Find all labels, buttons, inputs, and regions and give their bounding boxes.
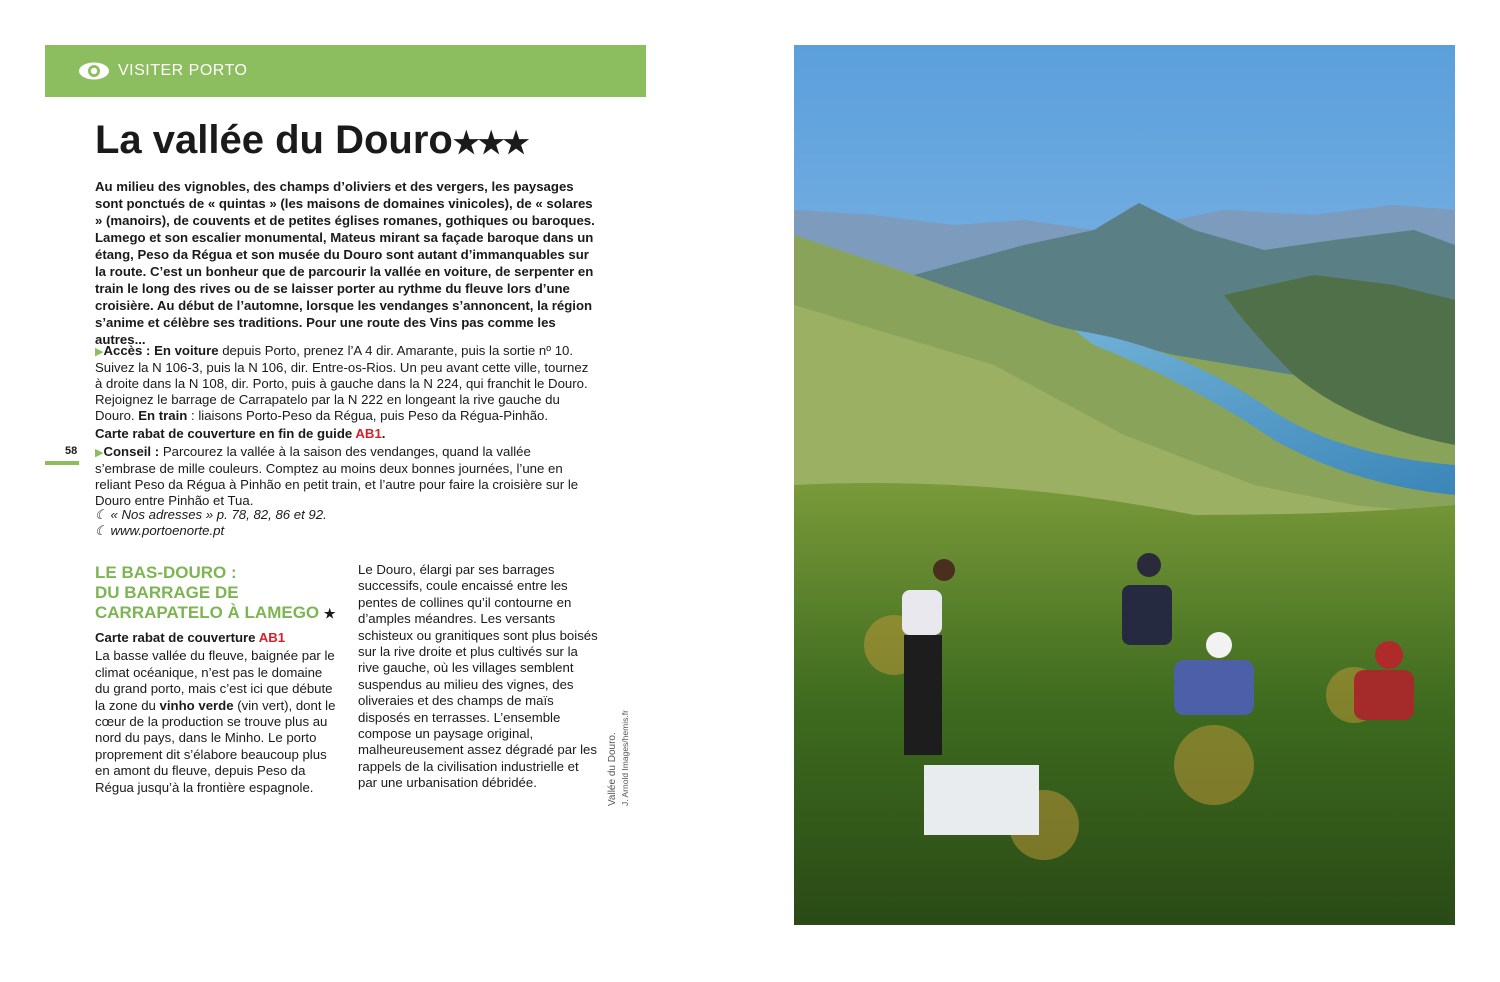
ref-text: www.portoenorte.pt <box>110 523 225 538</box>
star-icon: ★ <box>323 606 336 621</box>
advice-text: Parcourez la vallée à la saison des vendanges, quand la vallée s’embrase de mille couleurs. Comptez au moins deux bonnes journées, l’une en reliant Peso da Régua à Pinhão en petit train, et l’autre pour faire la croisière sur le Douro entre Pinhão et Tua. <box>95 444 579 508</box>
text-part: La basse vallée du fleuve, baignée par le climat océanique, n’est pas le domaine du grand porto, mais c’est ici que débute la zone du <box>95 648 335 713</box>
photographer: J. Arnold Images/hemis.fr <box>620 710 630 806</box>
train-text: : liaisons Porto-Peso da Régua, puis Peso da Régua-Pinhão. <box>187 408 549 423</box>
reference-icon: ☾ <box>95 523 111 538</box>
column-right-text: Le Douro, élargi par ses barrages successifs, coule encaissé entre les pentes de collines qu’il contourne en d’amples méandres. Les versants schisteux ou granitiques sont plus boisés sur la rive droite et plus cultivés sur la rive gauche, où les villages semblent suspendus au milieu des vignes, des oliveraies et des champs de maïs disposés en terrasses. L’ensemble compose un paysage original, malheureusement assez dégradé par les rappels de la civilisation industrielle et par une urbanisation débridée. <box>358 562 598 791</box>
map-ref-text: Carte rabat de couverture en fin de guide <box>95 426 356 441</box>
page-number-bar <box>45 461 79 465</box>
access-label: Accès : <box>103 343 151 358</box>
map-ref-end: . <box>381 426 386 441</box>
heading-line: DU BARRAGE DE <box>95 583 239 602</box>
map-reference <box>95 426 595 442</box>
ref-text: « Nos adresses » p. 78, 82, 86 et 92. <box>110 507 327 522</box>
eye-icon <box>78 61 110 81</box>
triangle-icon: ▶ <box>95 346 104 358</box>
page-title <box>95 118 528 163</box>
reference-icon: ☾ <box>95 507 111 522</box>
access-paragraph <box>95 343 595 424</box>
bold-term: vinho verde <box>159 697 234 713</box>
heading-line: LE BAS-DOURO : <box>95 563 237 582</box>
column-left <box>95 630 340 796</box>
train-label: En train <box>138 408 188 423</box>
section-header <box>45 45 646 97</box>
car-text: depuis Porto, prenez l’A 4 dir. Amarante, puis la sortie nº 10. Suivez la N 106-3, puis la N 106, dir. Entre-os-Rios. Un peu avant cette ville, tournez à droite dans la N 108, dir. Porto, puis à gauche dans la N 224, qui franchit le Douro. Rejoignez le barrage de Carrapatelo par la N 222 en longeant la rive gauche du Douro. <box>95 343 589 423</box>
advice-paragraph <box>95 444 595 509</box>
heading-line: CARRAPATELO À LAMEGO <box>95 603 320 622</box>
section-map-reference <box>95 630 340 646</box>
photo-credit <box>607 710 631 806</box>
intro-paragraph: Au milieu des vignobles, des champs d’oliviers et des vergers, les paysages sont ponctués de « quintas » (les maisons de domaines vinicoles), de « solares » (manoirs), de couvents et de petites églises romanes, gothiques ou baroques. Lamego et son escalier monumental, Mateus mirant sa façade baroque dans un étang, Peso da Régua et son musée du Douro sont autant d’immanquables sur la route. C’est un bonheur que de parcourir la vallée en voiture, de serpenter en train le long des rives ou de se laisser porter au rythme du fleuve lors d’une croisière. Au début de l’automne, lorsque les vendanges s’annoncent, la région s’anime et célèbre ses traditions. Pour une route des Vins pas comme les autres... <box>95 179 595 347</box>
map-ref-text: Carte rabat de couverture <box>95 630 259 645</box>
ref-addresses[interactable] <box>95 507 595 523</box>
rating-stars: ★★★ <box>452 127 528 160</box>
section-heading <box>95 563 336 624</box>
triangle-icon: ▶ <box>95 447 104 459</box>
column-left-text <box>95 648 340 796</box>
text-part: (vin vert), dont le cœur de la production se trouve plus au nord du pays, dans le Minho. Le porto proprement dit s’élabore beaucoup plus en amont du fleuve, depuis Peso da Régua jusqu’à la frontière espagnole. <box>95 697 336 795</box>
ref-website[interactable] <box>95 523 595 539</box>
section-label: VISITER PORTO <box>118 62 248 79</box>
title-text: La vallée du Douro <box>95 118 453 162</box>
map-code[interactable]: AB1 <box>258 630 286 645</box>
car-label: En voiture <box>154 343 219 358</box>
photo-caption: Vallée du Douro. <box>607 732 618 806</box>
douro-valley-photo <box>794 45 1455 925</box>
map-code[interactable]: AB1 <box>355 426 382 441</box>
advice-label: Conseil : <box>103 444 160 459</box>
page-number: 58 <box>65 445 78 457</box>
